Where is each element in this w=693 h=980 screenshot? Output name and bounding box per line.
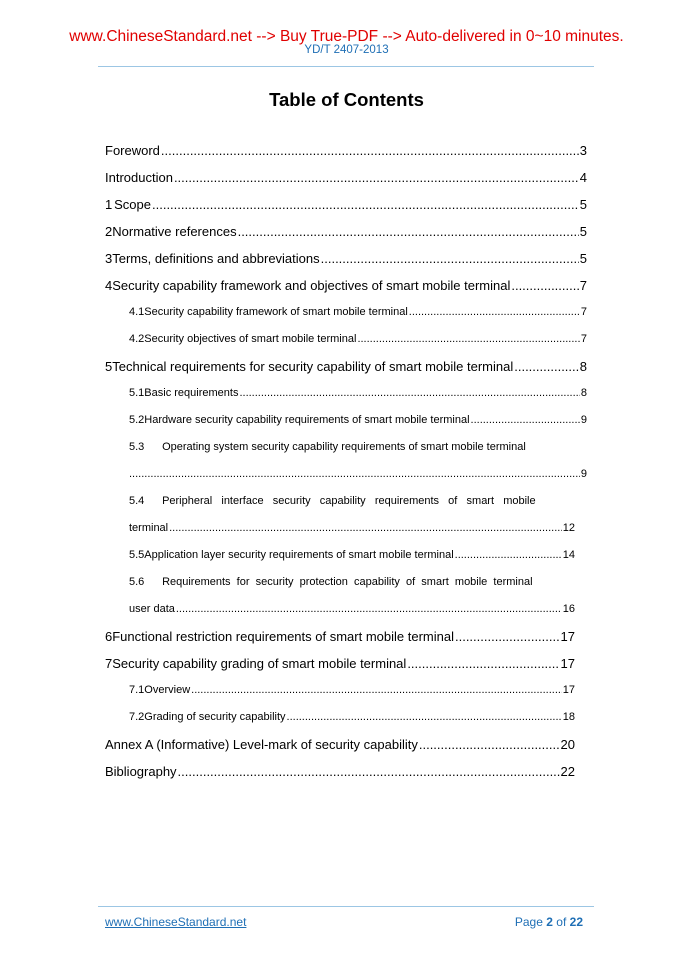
table-of-contents [105,137,587,785]
toc-entry-number: 4.2 [129,333,145,345]
toc-entry-text: Application layer security requirements of smart mobile terminal [144,549,454,561]
footer-link[interactable]: www.ChineseStandard.net [105,915,247,929]
toc-entry-number: 5.6 [129,576,145,588]
toc-leader-dots [191,677,562,704]
toc-leader-dots [176,596,562,623]
toc-entry-text: user data [129,603,175,615]
toc-leader-dots [152,191,579,218]
toc-entry-section-4[interactable] [105,272,587,299]
toc-entry-text: Technical requirements for security capability of smart mobile terminal [112,359,514,374]
toc-leader-dots [321,245,579,272]
toc-leader-dots [239,380,579,407]
toc-leader-dots [174,164,579,191]
toc-entry-text: Hardware security capability requirements of smart mobile terminal [144,414,470,426]
toc-entry-number: 7 [105,656,113,671]
toc-entry-text: Basic requirements [144,387,239,399]
toc-entry-number: 1 [105,197,113,212]
toc-page-number: 8 [580,387,587,399]
toc-entry-text: Security capability grading of smart mobile terminal [112,656,407,671]
toc-page-number: 5 [579,251,587,266]
toc-entry-number: 5.4 [129,495,145,507]
toc-entry-number: 6 [105,629,113,644]
toc-entry-5-3[interactable] [105,434,587,461]
toc-entry-text: Introduction [105,170,173,185]
toc-entry-text: Requirements for security protection capability of smart mobile terminal [162,576,533,588]
toc-entry-number: 5.2 [129,414,145,426]
toc-leader-dots [287,704,562,731]
page-current: 2 [546,915,553,929]
toc-page-number: 22 [560,764,575,779]
toc-leader-dots [511,272,578,299]
toc-entry-text: Foreword [105,143,160,158]
toc-page-number: 16 [562,603,575,615]
toc-page-number: 8 [579,359,587,374]
toc-page-number: 9 [580,468,587,480]
toc-entry-5-5[interactable] [105,542,587,569]
toc-entry-number: 5.3 [129,441,145,453]
toc-entry-number: 5.5 [129,549,145,561]
toc-leader-dots [161,137,579,164]
toc-entry-5-4-continued[interactable] [105,515,587,542]
toc-entry-terms[interactable] [105,245,587,272]
toc-entry-normative-references[interactable] [105,218,587,245]
toc-leader-dots [455,623,560,650]
toc-entry-text: Functional restriction requirements of smart mobile terminal [112,629,454,644]
toc-leader-dots [419,731,560,758]
toc-leader-dots [455,542,562,569]
toc-entry-5-6[interactable] [105,569,587,596]
footer-page-number [515,915,583,929]
footer-divider [98,906,594,907]
toc-leader-dots [471,407,580,434]
toc-entry-text: Normative references [112,224,237,239]
toc-entry-foreword[interactable] [105,137,587,164]
toc-page-number: 9 [580,414,587,426]
page-label: Page [514,915,543,929]
toc-leader-dots [357,326,579,353]
toc-page-number: 4 [579,170,587,185]
toc-entry-number: 3 [105,251,113,266]
toc-entry-bibliography[interactable] [105,758,587,785]
toc-entry-section-6[interactable] [105,623,587,650]
toc-entry-5-6-continued[interactable] [105,596,587,623]
toc-entry-number: 4.1 [129,306,145,318]
toc-entry-text: Terms, definitions and abbreviations [112,251,320,266]
page-total: 22 [569,915,583,929]
toc-page-number: 7 [580,333,587,345]
toc-entry-text: Security capability framework and objectives of smart mobile terminal [112,278,511,293]
toc-page-number: 5 [579,197,587,212]
toc-page-number: 17 [560,629,575,644]
toc-leader-dots [409,299,580,326]
toc-entry-text: Peripheral interface security capability requirements of smart mobile [162,495,536,507]
toc-entry-annex-a[interactable] [105,731,587,758]
toc-entry-section-7[interactable] [105,650,587,677]
toc-page-number: 5 [579,224,587,239]
toc-page-number: 18 [562,711,575,723]
toc-leader-dots [178,758,560,785]
toc-page-number: 14 [562,549,575,561]
toc-entry-number: 7.1 [129,684,145,696]
toc-page-number: 20 [560,737,575,752]
header-banner[interactable]: www.ChineseStandard.net --> Buy True-PDF --> Auto-delivered in 0~10 minutes. [69,28,624,45]
toc-entry-number: 5.1 [129,387,145,399]
toc-entry-text: Operating system security capability requirements of smart mobile terminal [162,441,526,453]
toc-entry-4-2[interactable] [105,326,587,353]
toc-page-number: 12 [562,522,575,534]
toc-page-number: 17 [562,684,575,696]
toc-entry-7-1[interactable] [105,677,587,704]
toc-entry-5-4[interactable] [105,488,587,515]
toc-leader-dots [169,515,562,542]
toc-entry-scope[interactable] [105,191,587,218]
toc-entry-text: Security objectives of smart mobile terminal [144,333,357,345]
toc-entry-text: Annex A (Informative) Level-mark of security capability [105,737,418,752]
toc-entry-text: Bibliography [105,764,177,779]
header-divider [98,66,594,67]
toc-entry-5-2[interactable] [105,407,587,434]
toc-entry-section-5[interactable] [105,353,587,380]
toc-entry-5-3-continued[interactable] [105,461,587,488]
toc-entry-4-1[interactable] [105,299,587,326]
page-title: Table of Contents [269,89,424,110]
toc-entry-introduction[interactable] [105,164,587,191]
toc-page-number: 17 [560,656,575,671]
toc-entry-text: Security capability framework of smart mobile terminal [144,306,408,318]
toc-entry-7-2[interactable] [105,704,587,731]
toc-entry-text: Grading of security capability [144,711,286,723]
document-id: YD/T 2407-2013 [304,44,389,56]
toc-entry-number: 4 [105,278,113,293]
toc-entry-text: Overview [144,684,191,696]
toc-leader-dots [407,650,559,677]
toc-page-number: 7 [579,278,587,293]
toc-page-number: 3 [579,143,587,158]
toc-leader-dots [129,461,580,488]
toc-entry-number: 2 [105,224,113,239]
toc-entry-number: 7.2 [129,711,145,723]
toc-leader-dots [514,353,579,380]
toc-entry-number: 5 [105,359,113,374]
toc-entry-5-1[interactable] [105,380,587,407]
toc-leader-dots [238,218,579,245]
toc-page-number: 7 [580,306,587,318]
toc-entry-text: Scope [114,197,151,212]
toc-entry-text: terminal [129,522,169,534]
page-of-label: of [556,915,567,929]
